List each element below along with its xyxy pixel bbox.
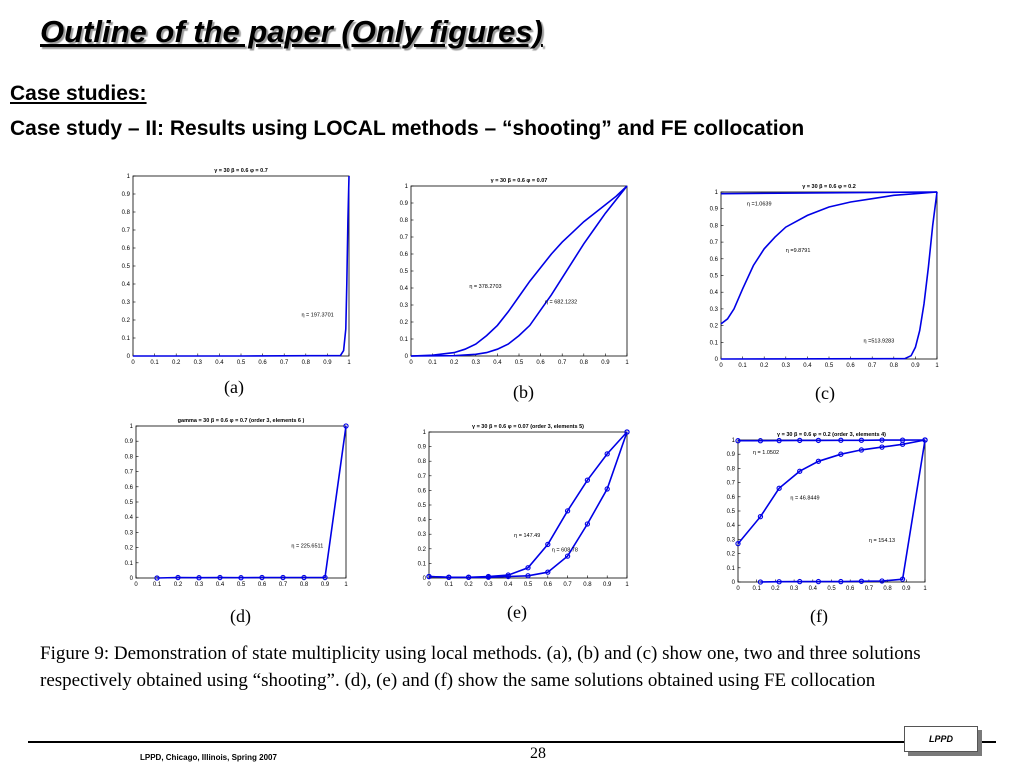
chart-panel-e: [413, 416, 635, 592]
x-tick-label: 0.7: [563, 582, 572, 588]
y-tick-label: 1: [422, 430, 426, 436]
y-tick-label: 0.2: [726, 551, 735, 558]
y-tick-label: 0.8: [124, 454, 133, 461]
x-tick-label: 0.6: [846, 586, 855, 592]
y-tick-label: 0.6: [121, 246, 130, 252]
y-tick-label: 0.6: [417, 488, 426, 495]
eta-annotation: η =1.0639: [746, 201, 772, 208]
y-tick-label: 0.8: [399, 218, 408, 224]
y-tick-label: 0.2: [709, 323, 718, 330]
x-tick-label: 0.4: [803, 363, 812, 369]
y-tick-label: 0.2: [121, 318, 130, 324]
y-tick-label: 0.1: [399, 337, 408, 343]
y-tick-label: 0.3: [709, 306, 718, 313]
x-tick-label: 0.6: [257, 582, 267, 588]
y-tick-label: 1: [404, 184, 408, 190]
y-tick-label: 0.5: [121, 264, 130, 270]
x-tick-label: 0.4: [808, 586, 817, 592]
x-tick-label: 0.5: [236, 582, 246, 588]
x-tick-label: 0.2: [173, 582, 183, 588]
y-tick-label: 0.9: [124, 439, 133, 446]
x-tick-label: 0: [131, 360, 135, 366]
y-tick-label: 0: [129, 576, 133, 582]
x-tick-label: 0.5: [827, 586, 836, 592]
x-tick-label: 0.1: [738, 363, 747, 369]
x-tick-label: 0.9: [601, 360, 610, 366]
x-tick-label: 0.9: [902, 586, 911, 592]
slide-title: Outline of the paper (Only figures): [40, 14, 543, 49]
x-tick-label: 1: [935, 363, 939, 369]
plot-frame: [136, 426, 346, 578]
y-tick-label: 0: [714, 357, 718, 363]
x-tick-label: 0.4: [493, 360, 502, 366]
x-tick-label: 0.4: [504, 582, 513, 588]
x-tick-label: 0.8: [579, 360, 588, 366]
y-tick-label: 0.8: [417, 459, 426, 466]
chart-title: γ = 30 β = 0.6 φ = 0.07: [490, 178, 548, 184]
panel-label-d: (d): [230, 606, 251, 626]
y-tick-label: 0.8: [726, 466, 735, 473]
y-tick-label: 0.5: [726, 509, 735, 515]
y-tick-label: 0.9: [399, 201, 408, 207]
x-tick-label: 0.4: [215, 360, 224, 366]
x-tick-label: 0: [427, 582, 431, 588]
chart-title: γ = 30 β = 0.6 φ = 0.07 (order 3, elements 5): [471, 424, 585, 430]
plot-frame: [133, 176, 349, 356]
y-tick-label: 0.7: [417, 473, 426, 480]
y-tick-label: 0.6: [726, 494, 735, 501]
x-tick-label: 0.7: [868, 363, 877, 369]
panel-label-e: (e): [507, 602, 527, 622]
section-heading: Case studies:: [10, 82, 147, 105]
y-tick-label: 0.3: [399, 303, 408, 309]
y-tick-label: 0.1: [417, 561, 426, 568]
x-tick-label: 0.7: [280, 360, 289, 366]
y-tick-label: 0.2: [417, 546, 426, 553]
x-tick-label: 0.8: [583, 582, 592, 588]
y-tick-label: 0.6: [709, 256, 718, 263]
chart-title: gamma = 30 β = 0.6 φ = 0.7 (order 3, elements 6 ): [177, 418, 305, 424]
x-tick-label: 0.2: [450, 360, 459, 366]
y-tick-label: 0.9: [709, 206, 718, 213]
y-tick-label: 0.5: [399, 269, 408, 275]
eta-annotation: η =9.8791: [785, 248, 811, 255]
x-tick-label: 0: [409, 360, 413, 366]
x-tick-label: 0.1: [150, 360, 159, 366]
y-tick-label: 0.4: [121, 282, 130, 288]
x-tick-label: 0.5: [523, 582, 533, 588]
y-tick-label: 0.4: [709, 290, 718, 297]
series-line-1: [738, 440, 925, 441]
eta-annotation: η = 682.1232: [544, 299, 578, 306]
y-tick-label: 0.7: [124, 469, 133, 476]
y-tick-label: 0: [126, 354, 130, 360]
y-tick-label: 0.7: [399, 235, 408, 241]
y-tick-label: 0.4: [417, 517, 426, 524]
chart-panel-b: [395, 170, 635, 370]
y-tick-label: 0.7: [726, 480, 735, 487]
y-tick-label: 0.1: [124, 560, 133, 567]
x-tick-label: 0: [134, 582, 138, 588]
x-tick-label: 0.1: [752, 586, 761, 592]
x-tick-label: 0.3: [484, 582, 493, 588]
plot-frame: [738, 440, 925, 582]
panel-label-a: (a): [224, 377, 244, 397]
y-tick-label: 0.6: [124, 484, 133, 491]
x-tick-label: 0: [719, 363, 723, 369]
y-tick-label: 0.6: [399, 252, 408, 258]
x-tick-label: 0.9: [603, 582, 612, 588]
x-tick-label: 0.6: [846, 363, 855, 369]
y-tick-label: 0: [404, 354, 408, 360]
y-tick-label: 0.3: [417, 532, 426, 539]
eta-annotation: η = 46.8449: [790, 495, 820, 502]
eta-annotation: η = 225.6511: [291, 543, 324, 550]
y-tick-label: 0.8: [121, 210, 130, 216]
x-tick-label: 0.7: [864, 586, 874, 592]
x-tick-label: 0: [736, 586, 740, 592]
eta-annotation: η = 147.49: [514, 533, 541, 540]
y-tick-label: 0.7: [121, 228, 130, 234]
chart-panel-a: [117, 160, 357, 370]
y-tick-label: 0.4: [124, 515, 133, 522]
footer-divider: [28, 741, 996, 743]
x-tick-label: 0.5: [514, 360, 524, 366]
x-tick-label: 0.2: [771, 586, 780, 592]
y-tick-label: 0: [422, 576, 426, 582]
eta-annotation: η = 1.0502: [752, 450, 780, 457]
page-number: 28: [530, 745, 546, 762]
x-tick-label: 0.3: [471, 360, 480, 366]
eta-annotation: η =513.9283: [863, 338, 895, 345]
x-tick-label: 0.7: [558, 360, 567, 366]
x-tick-label: 0.3: [789, 586, 799, 592]
y-tick-label: 0.3: [726, 537, 735, 544]
y-tick-label: 0.5: [417, 503, 426, 509]
y-tick-label: 1: [714, 190, 718, 196]
panel-label-c: (c): [815, 383, 835, 403]
eta-annotation: η = 154.13: [868, 538, 896, 545]
x-tick-label: 0.5: [824, 363, 834, 369]
eta-annotation: η = 197.3701: [301, 312, 334, 319]
y-tick-label: 1: [731, 438, 735, 444]
footer-text: LPPD, Chicago, Illinois, Spring 2007: [140, 753, 277, 762]
y-tick-label: 0.1: [709, 340, 718, 347]
y-tick-label: 0.9: [726, 452, 735, 459]
chart-panel-c: [705, 176, 945, 373]
plot-frame: [721, 192, 937, 359]
x-tick-label: 0.8: [299, 582, 309, 588]
x-tick-label: 0.1: [444, 582, 453, 588]
x-tick-label: 0.8: [883, 586, 892, 592]
x-tick-label: 0.2: [172, 360, 181, 366]
x-tick-label: 0.8: [889, 363, 898, 369]
y-tick-label: 0.8: [709, 223, 718, 230]
chart-panel-d: [120, 410, 354, 592]
chart-title: γ = 30 β = 0.6 φ = 0.2: [802, 184, 856, 190]
x-tick-label: 0.1: [428, 360, 437, 366]
x-tick-label: 1: [625, 360, 629, 366]
y-tick-label: 0.9: [417, 444, 426, 451]
eta-annotation: η = 378.2703: [469, 284, 502, 290]
x-tick-label: 0.6: [536, 360, 545, 366]
x-tick-label: 0.8: [301, 360, 310, 366]
y-tick-label: 0.7: [709, 240, 718, 247]
x-tick-label: 0.9: [911, 363, 920, 369]
eta-annotation: η = 608.78: [551, 547, 578, 554]
x-tick-label: 0.3: [781, 363, 790, 369]
x-tick-label: 1: [347, 360, 351, 366]
x-tick-label: 0.7: [278, 582, 288, 588]
x-tick-label: 0.6: [543, 582, 552, 588]
y-tick-label: 0.3: [121, 300, 130, 306]
y-tick-label: 0.4: [399, 286, 408, 292]
case-study-heading: Case study – II: Results using LOCAL methods – “shooting” and FE collocation: [10, 117, 805, 140]
y-tick-label: 0.9: [121, 192, 130, 198]
x-tick-label: 1: [344, 582, 348, 588]
panel-label-b: (b): [513, 382, 534, 402]
chart-panel-f: [722, 424, 933, 596]
y-tick-label: 0.4: [726, 523, 735, 530]
x-tick-label: 0.5: [236, 360, 246, 366]
x-tick-label: 0.9: [320, 582, 330, 588]
y-tick-label: 0.3: [124, 530, 133, 537]
x-tick-label: 1: [923, 586, 927, 592]
figure-caption: Figure 9: Demonstration of state multiplicity using local methods. (a), (b) and (c) show one, two and three solutions respectively obtained using “shooting”. (d), (e) and (f) show the same solutions obtained using FE collocation: [40, 643, 921, 691]
x-tick-label: 0.3: [194, 582, 204, 588]
y-tick-label: 1: [126, 174, 130, 180]
x-tick-label: 0.2: [760, 363, 769, 369]
x-tick-label: 1: [625, 582, 629, 588]
x-tick-label: 0.3: [193, 360, 202, 366]
y-tick-label: 0.5: [709, 273, 718, 280]
chart-title: γ = 30 β = 0.6 φ = 0.7: [214, 168, 268, 174]
x-tick-label: 0.1: [152, 582, 162, 588]
y-tick-label: 0.5: [124, 500, 133, 506]
lppd-logo: LPPD: [904, 726, 978, 752]
y-tick-label: 1: [129, 424, 133, 430]
y-tick-label: 0.2: [124, 545, 133, 552]
panel-label-f: (f): [810, 606, 828, 626]
x-tick-label: 0.4: [215, 582, 225, 588]
y-tick-label: 0: [731, 580, 735, 586]
x-tick-label: 0.9: [323, 360, 332, 366]
x-tick-label: 0.2: [464, 582, 473, 588]
y-tick-label: 0.2: [399, 320, 408, 326]
y-tick-label: 0.1: [726, 565, 735, 572]
y-tick-label: 0.1: [121, 336, 130, 342]
x-tick-label: 0.6: [258, 360, 267, 366]
plot-frame: [411, 186, 627, 356]
chart-title: γ = 30 β = 0.6 φ = 0.2 (order 3, elements 4): [777, 432, 886, 438]
